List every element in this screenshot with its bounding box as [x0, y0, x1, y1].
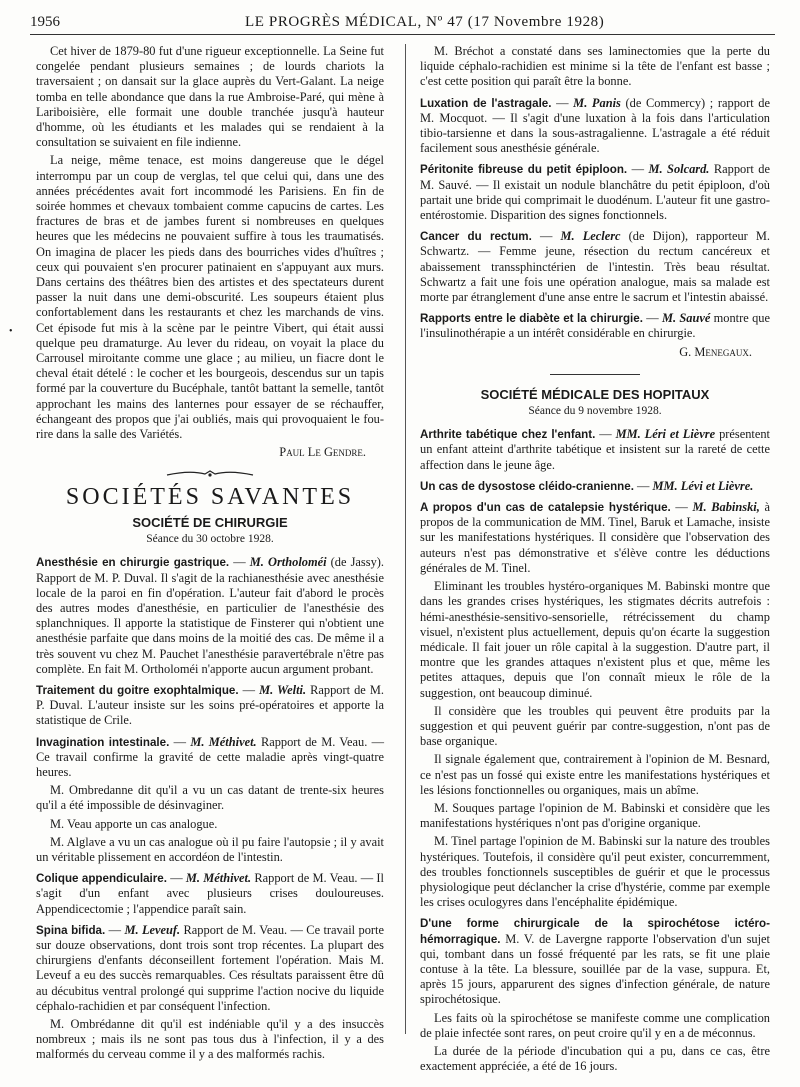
entry-author: M. Méthivet. [185, 871, 252, 886]
entry-author: MM. Lévi et Lièvre. [652, 478, 754, 493]
paragraph: M. Veau apporte un cas analogue. [50, 816, 218, 831]
entry-author: M. Welti. [259, 682, 307, 697]
running-header [30, 14, 775, 34]
entry: Arthrite tabétique chez l'enfant. — MM. Léri et Lièvre présentent un enfant atteint d'arthrite tabétique et insistent sur la rareté de cette affection dans le jeune âge. [420, 427, 770, 472]
section-rule [550, 374, 640, 375]
session-date: Séance du 30 octobre 1928. [146, 533, 274, 546]
entry: Colique appendiculaire. — M. Méthivet. Rapport de M. Veau. — Il s'agit d'un enfant avec plusieurs crises douloureuses. Appendicectomie ; l'appendice paraît sain. [36, 871, 384, 916]
header-rule [30, 34, 775, 35]
entry-author: M. Méthivet. [190, 734, 257, 749]
paragraph: La neige, même tenace, est moins dangereuse que le dégel interrompu par un coup de verglas, tel que celui qui, dans une des années précédentes avait fort incommodé les Parisiens. En fin de soirée hommes et chevaux tombaient comme capucins de cartes. Les fractures de bras et de jambes furent si nombreuses en quelques heures que les médecins ne pouvaient suffire à tous les traumatisés. On imagina de placer les pieds dans des bourriches vides d'huîtres ; ceux qui pouvaient s'en procurer patinaient en s'appuyant aux murs. Dans certains des théâtres bien des artistes et des spectateurs durent passer la nuit dans une demi-obscurité. Les soupeurs étaient plus confortablement dans les restaurants et chez les marchands de vins. Cet épisode fut mis à la scène par le peintre Vibert, qui était aussi quelque peu dramaturge. Au lever du rideau, on voyait la place du Carrousel miroitante comme une glace ; au milieu, un fiacre dont le cheval était dételé : le cocher et les bourgeois, descendus sur un tapis formé par la couverture du Bucéphale, tantôt battant la semelle, tantôt approchant les mains des lanternes pour essayer de se réchauffer, échangeant des propos que j'ai oubliés, mais qui provoquaient le fou-rire dans la salle des Variétés. [36, 153, 384, 442]
entry-text: Rapport de M. P. Duval. L'auteur insiste sur les soins pré-opératoires et apporte la statistique de Crile. [36, 682, 384, 728]
journal-title: LE PROGRÈS MÉDICAL, Nº 47 (17 Novembre 1928) [245, 14, 605, 30]
column-divider [405, 44, 406, 1034]
society-title: SOCIÉTÉ MÉDICALE DES HOPITAUX [480, 386, 710, 402]
entry: Invagination intestinale. — M. Méthivet. Rapport de M. Veau. — Ce travail confirme la gravité de cette maladie après vingt-quatre heures. [36, 734, 385, 779]
entry [420, 916, 770, 1007]
entry: Traitement du goitre exophtalmique. — M. Welti. Rapport de M. P. Duval. L'auteur insiste sur les soins pré-opératoires et apporte la statistique de Crile. [36, 682, 384, 728]
entry: Spina bifida. — M. Leveuf. Rapport de M. Veau. — Ce travail porte sur douze observations, dont trois sont trop récentes. La plupart des chirurgiens d'enfants déconseillent fortement l'opération. Mais M. Leveuf a eu des succès remarquables. Ces résultats paraissent être dû au décubitus ventral prolongé qui supprime l'action nocive du liquide céphalo-rachidien et par conséquent l'infection. [36, 922, 384, 1013]
entry-text: Rapport de M. Veau. — Ce travail porte sur douze observations, dont trois sont trop récentes. La plupart des chirurgiens d'enfants déconseillent fortement l'opération. Mais M. Leveuf a eu des succès remarquables. Ces résultats paraissent être dû au décubitus ventral prolongé qui supprime l'action nocive du liquide céphalo-rachidien et par conséquent l'infection. [36, 922, 384, 1013]
entry-author: MM. Léri et Lièvre [615, 427, 716, 442]
entry-title: Péritonite fibreuse du petit épiploon. [420, 163, 628, 177]
paragraph: M. Ombrédanne dit qu'il est indéniable qu'il y a des insuccès nombreux ; mais ils ne sont pas tous dus à l'infection, il y a des malformés du cerveau comme il y a des malformés rachis. [36, 1016, 384, 1062]
margin-dot: • [9, 326, 13, 337]
entry-text: présentent un enfant atteint d'arthrite tabétique et insistent sur la rareté de cette affection dans le jeune âge. [420, 427, 770, 472]
entry-title: Spina bifida. [36, 923, 106, 937]
entry: Péritonite fibreuse du petit épiploon. — M. Solcard. Rapport de M. Sauvé. — Il existait un nodule blanchâtre du petit épiploon, d'où partait une bride qui comprimait le duodénum. L'auteur fit une gastro-entérostomie. Disparition des signes fonctionnels. [420, 162, 770, 223]
session-date: Séance du 9 novembre 1928. [528, 405, 662, 418]
entry-title: Traitement du goitre exophtalmique. [36, 683, 239, 697]
paragraph: Les faits où la spirochétose se manifeste comme une complication de plaie infectée sont rares, on peut croire qu'il y en a de méconnus. [420, 1010, 770, 1040]
entry-title: Colique appendiculaire. [36, 872, 167, 886]
entry-title: A propos d'un cas de catalepsie hystérique. [420, 501, 671, 515]
paragraph: La durée de la période d'incubation qui a pu, dans ce cas, être exactement appréciée, a été de 16 jours. [420, 1043, 770, 1074]
entry-title: Arthrite tabétique chez l'enfant. [420, 428, 596, 442]
entry-text: Rapport de M. Sauvé. — Il existait un nodule blanchâtre du petit épiploon, d'où partait une bride qui comprimait le duodénum. L'auteur fit une gastro-entérostomie. Disparition des signes fonctionnels. [420, 162, 770, 223]
entry: Rapports entre le diabète et la chirurgie. — M. Sauvé montre que l'insulinothérapie a un intérêt considérable en chirurgie. [420, 311, 770, 341]
entry-text: à propos de la communication de MM. Tinel, Baruk et Lamache, insiste sur les manifestations hystériques. Il considère que l'observation des auteurs n'est pas démonstrative et s'élève contre les déductions générales de M. Tinel. [420, 500, 770, 575]
signature: G. Menegaux. [679, 344, 752, 359]
signature: Paul Le Gendre. [279, 445, 366, 460]
paragraph: Il signale également que, contrairement à l'opinion de M. Besnard, ce n'est pas un fossé qui existe entre les manifestations hystériques et les lésions fonctionnelles ou organiques, mais un abîme. [420, 752, 770, 797]
paragraph: M. Bréchot a constaté dans ses laminectomies que la perte du liquide céphalo-rachidien est minime si la tête de l'enfant est basse ; c'est cette position qui paraît être la bonne. [420, 44, 770, 89]
entry-text: Rapport de M. Veau. — Ce travail confirme la gravité de cette maladie après vingt-quatre heures. [36, 734, 385, 779]
entry-text: montre que l'insulinothérapie a un intérêt considérable en chirurgie. [420, 311, 770, 341]
entry-title: Cancer du rectum. [420, 230, 532, 244]
entry: Cancer du rectum. — M. Leclerc (de Dijon), rapporteur M. Schwartz. — Femme jeune, résection du rectum cancéreux et abaissement transsphinctérien de l'intestin. Très beau résultat. Schwartz a fait une fois une opération analogue, mais sa malade est morte par étranglement d'une anse entre le sacrum et l'intestin abaissé. [420, 229, 771, 305]
left-column [36, 44, 384, 1066]
entry-text: (de Commercy) ; rapport de M. Mocquot. — Il s'agit d'une luxation à la fois dans l'articulation tibio-tarsienne et dans la sous-astragalienne. L'astragale a été réduit facilement sous anesthésie générale. [420, 95, 771, 156]
entry: Anesthésie en chirurgie gastrique. — M. Ortholoméi (de Jassy). Rapport de M. P. Duval. Il s'agit de la rachianesthésie avec anesthésie locale de la paroi en fin d'opération. L'auteur fait d'abord le procès des autres modes d'anesthésie, en particulier de l'anesthésie des splanchniques. Il apporte la statistique de Finsterer qui n'obtient une anesthésie parfaite que dans moins de la moitié des cas. De même il a très souvent vu chez M. Pauchet l'anesthésie paravertébrale n'être pas complète. En fait M. Ortholoméi n'apporte aucun argument probant. [36, 555, 384, 676]
entry-author: M. Leclerc [560, 229, 621, 244]
entry-title: Anesthésie en chirurgie gastrique. [36, 556, 230, 570]
paragraph: M. Souques partage l'opinion de M. Babinski et considère que les manifestations hystériques n'ont pas d'origine organique. [420, 800, 770, 831]
entry: Luxation de l'astragale. — M. Panis (de Commercy) ; rapport de M. Mocquot. — Il s'agit d'une luxation à la fois dans l'articulation tibio-tarsienne et dans la sous-astragalienne. L'astragale a été réduit facilement sous anesthésie générale. [420, 95, 771, 156]
entry-title: Un cas de dysostose cléido-cranienne. [420, 479, 634, 493]
entry-text: Rapport de M. Veau. — Il s'agit d'un enfant avec plusieurs crises douloureuses. Appendicectomie ; l'appendice paraît sain. [36, 871, 384, 916]
paragraph: Cet hiver de 1879-80 fut d'une rigueur exceptionnelle. La Seine fut congelée pendant plusieurs semaines ; de lourds chariots la traversaient ; on dansait sur la glace auprès du Vert-Galant. La neige tomba en telle abondance que dans la rue Ambroise-Paré, qui mène à Lariboisière, elle formait une double tranchée jusqu'à hauteur d'homme, où les étudiants et les malades qui se rendaient à la consultation se suivaient en file indienne. [36, 44, 384, 150]
entry-author: M. Ortholoméi [249, 555, 327, 570]
paragraph: M. Alglave a vu un cas analogue où il pu faire l'autopsie ; il y avait un véritable plissement en accordéon de l'intestin. [36, 834, 384, 864]
entry-author: M. Leveuf. [124, 922, 181, 937]
entry-author: M. Babinski, [692, 500, 760, 515]
entry: Un cas de dysostose cléido-cranienne. — MM. Lévi et Lièvre. [420, 478, 754, 493]
entry-author: M. Panis [573, 95, 621, 110]
entry-text: (de Jassy). Rapport de M. P. Duval. Il s'agit de la rachianesthésie avec anesthésie locale de la paroi en fin d'opération. L'auteur fait d'abord le procès des autres modes d'anesthésie, en particulier de l'anesthésie des splanchniques. Il apporte la statistique de Finsterer qui n'obtient une anesthésie parfaite que dans moins de la moitié des cas. De même il a très souvent vu chez M. Pauchet l'anesthésie paravertébrale n'être pas complète. En fait M. Ortholoméi n'apporte aucun argument probant. [36, 555, 384, 676]
paragraph: M. Ombredanne dit qu'il a vu un cas datant de trente-six heures qu'il a été impossible de désinvaginer. [36, 783, 384, 813]
page-number: 1956 [30, 14, 60, 30]
paragraph: Eliminant les troubles hystéro-organiques M. Babinski montre que dans les grandes crises hystériques, les stigmates décrits autrefois : hémi-anesthésie-sensitivo-sensorielle, rétrécissement du champ visuel, n'existent plus actuellement, depuis qu'on écarte la suggestion médicale. Il fait jouer un rôle capital à la suggestion. D'autre part, il montre que les grandes attaques n'existent plus et que, même les petites attaques, depuis que l'on connaît mieux le rôle de la suggestion, ont beaucoup diminué. [420, 579, 770, 700]
entry-author: M. Sauvé [661, 311, 711, 326]
society-title: SOCIÉTÉ DE CHIRURGIE [132, 514, 288, 530]
entry-title: Luxation de l'astragale. [420, 96, 552, 110]
entry-text: (de Dijon), rapporteur M. Schwartz. — Femme jeune, résection du rectum cancéreux et abaissement transsphinctérien de l'intestin. Très beau résultat. Schwartz a fait une fois une opération analogue, mais sa malade est morte par étranglement d'une anse entre le sacrum et l'intestin abaissé. [420, 229, 771, 305]
entry: A propos d'un cas de catalepsie hystérique. — M. Babinski, à propos de la communication de MM. Tinel, Baruk et Lamache, insiste sur les manifestations hystériques. Il considère que l'observation des auteurs n'est pas démonstrative et s'élève contre les déductions générales de M. Tinel. [420, 500, 770, 575]
paragraph: Il considère que les troubles qui peuvent être produits par la suggestion et qui peuvent guérir par contre-suggestion, n'ont pas de base organique. [420, 703, 770, 749]
section-heading: SOCIÉTÉS SAVANTES [65, 483, 355, 510]
entry-title: D'une forme chirurgicale de la spirochétose ictéro-hémorragique. [420, 917, 770, 946]
entry-title: Invagination intestinale. [36, 735, 170, 749]
entry-title: Rapports entre le diabète et la chirurgie. [420, 312, 643, 326]
ornament-divider [36, 468, 384, 483]
entry-text: M. V. de Lavergne rapporte l'observation d'un sujet qui, tombant dans un fossé fréquenté par les rats, se fit une plaie contuse à la tête. La blessure, souillée par de la vase, suppura. Et, après 15 jours, apparurent des signes d'infection générale, de nature spirochétosique. [420, 931, 770, 1007]
entry-author: M. Solcard. [648, 162, 710, 177]
paragraph: M. Tinel partage l'opinion de M. Babinski sur la nature des troubles hystériques. Toutefois, il considère qu'il peut exister, concurremment, des troubles fonctionnels susceptibles de guérir et que le processus physiologique peut déclancher la crise d'hystérie, comme par exemple les crises oculogyres dans l'encéphalite épidémique. [420, 834, 770, 910]
right-column [420, 44, 770, 1077]
